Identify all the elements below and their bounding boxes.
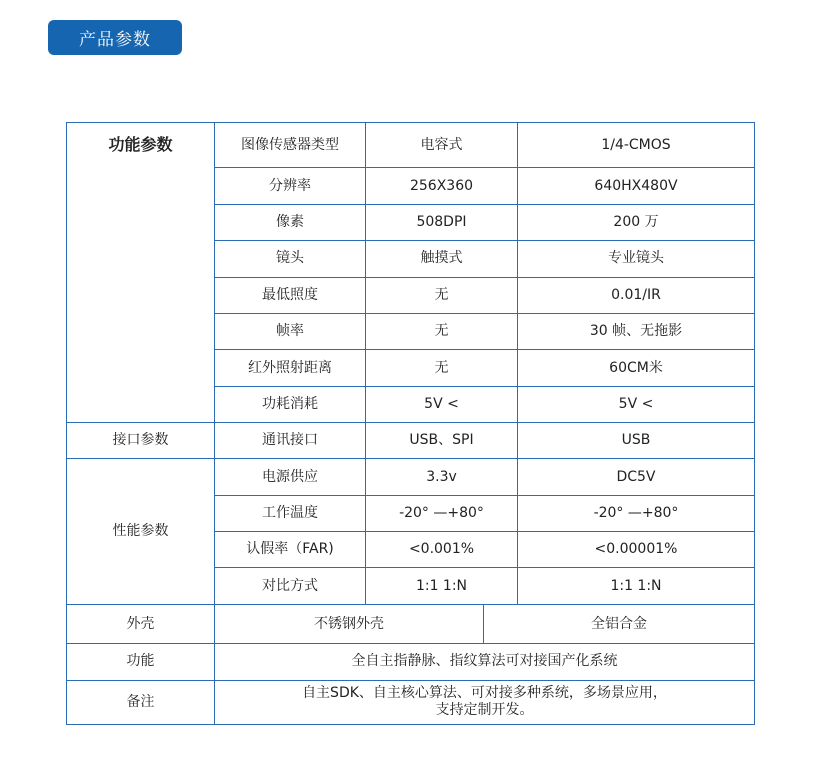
notes-label: 备注 xyxy=(67,680,215,725)
housing-value-1: 不锈钢外壳 xyxy=(215,604,484,643)
param-value-2: 30 帧、无拖影 xyxy=(518,313,755,349)
param-value-2: 60CM米 xyxy=(518,350,755,386)
param-value-1: -20° —+80° xyxy=(366,495,518,531)
param-value-1: 无 xyxy=(366,313,518,349)
feature-label: 功能 xyxy=(67,644,215,680)
notes-line-1: 自主SDK、自主核心算法、可对接多种系统，多场景应用， xyxy=(302,685,667,702)
table-row xyxy=(67,123,755,168)
param-value-2: DC5V xyxy=(518,459,755,495)
section-title-badge: 产品参数 xyxy=(48,20,182,55)
housing-label: 外壳 xyxy=(67,604,215,643)
table-row-housing xyxy=(67,604,755,643)
feature-value: 全自主指静脉、指纹算法可对接国产化系统 xyxy=(215,644,755,680)
param-value-2: 1:1 1:N xyxy=(518,568,755,604)
param-value-1: <0.001% xyxy=(366,532,518,568)
param-value-2: -20° —+80° xyxy=(518,495,755,531)
param-value-1: 256X360 xyxy=(366,168,518,204)
param-value-1: 3.3v xyxy=(366,459,518,495)
param-value-2: USB xyxy=(518,422,755,458)
param-label: 工作温度 xyxy=(215,495,366,531)
param-value-2: 640HX480V xyxy=(518,168,755,204)
param-label: 认假率（FAR) xyxy=(215,532,366,568)
param-value-2: <0.00001% xyxy=(518,532,755,568)
param-label: 像素 xyxy=(215,204,366,240)
param-value-1: 1:1 1:N xyxy=(366,568,518,604)
table-row-notes xyxy=(67,680,755,725)
param-value-1: USB、SPI xyxy=(366,422,518,458)
notes-value xyxy=(215,680,755,725)
housing-value-2: 全铝合金 xyxy=(484,604,755,643)
param-value-2: 1/4-CMOS xyxy=(518,123,755,168)
notes-line-2: 支持定制开发。 xyxy=(435,702,534,719)
param-label: 电源供应 xyxy=(215,459,366,495)
param-value-2: 0.01/IR xyxy=(518,277,755,313)
param-value-2: 专业镜头 xyxy=(518,241,755,277)
param-label: 通讯接口 xyxy=(215,422,366,458)
param-value-1: 无 xyxy=(366,350,518,386)
param-value-2: 5V < xyxy=(518,386,755,422)
param-label: 对比方式 xyxy=(215,568,366,604)
param-value-1: 5V < xyxy=(366,386,518,422)
param-label: 帧率 xyxy=(215,313,366,349)
param-label: 分辨率 xyxy=(215,168,366,204)
group-label-function: 功能参数 xyxy=(67,123,215,423)
table-row-feature xyxy=(67,644,755,680)
param-value-1: 508DPI xyxy=(366,204,518,240)
spec-table xyxy=(66,122,755,725)
group-label-interface: 接口参数 xyxy=(67,422,215,458)
param-value-2: 200 万 xyxy=(518,204,755,240)
group-label-performance: 性能参数 xyxy=(67,459,215,604)
param-value-1: 无 xyxy=(366,277,518,313)
table-row xyxy=(67,422,755,458)
param-label: 红外照射距离 xyxy=(215,350,366,386)
param-value-1: 电容式 xyxy=(366,123,518,168)
param-label: 功耗消耗 xyxy=(215,386,366,422)
param-value-1: 触摸式 xyxy=(366,241,518,277)
param-label: 最低照度 xyxy=(215,277,366,313)
param-label: 图像传感器类型 xyxy=(215,123,366,168)
param-label: 镜头 xyxy=(215,241,366,277)
table-row xyxy=(67,459,755,495)
